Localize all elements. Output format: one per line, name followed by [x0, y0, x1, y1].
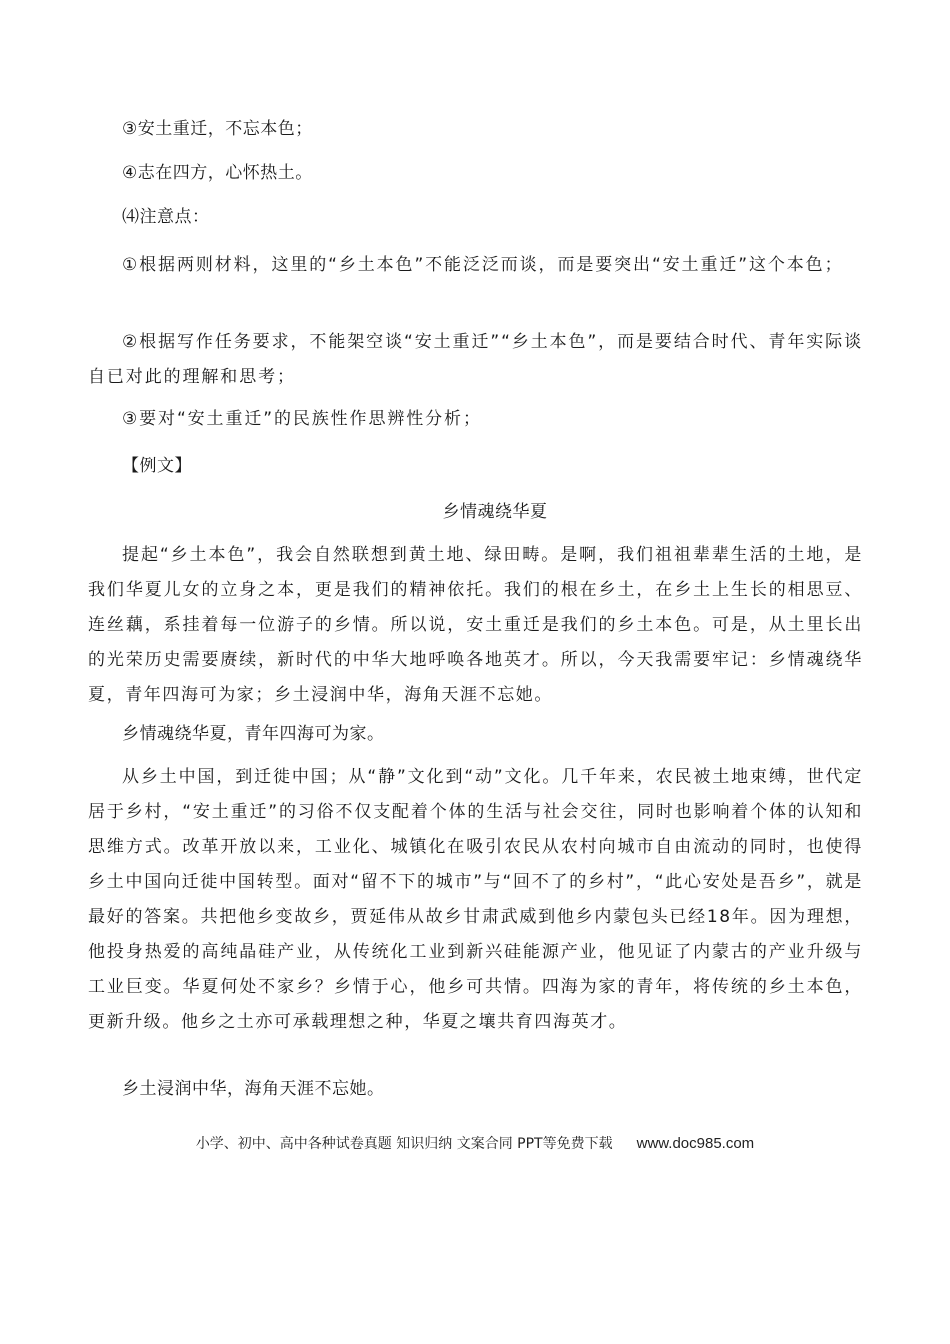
essay-intro-paragraph: 提起“乡土本色”，我会自然联想到黄土地、绿田畴。是啊，我们祖祖辈辈生活的土地，是我们华夏儿女的立身之本，更是我们的精神依托。我们的根在乡土，在乡土上生长的相思豆、连丝藕，系挂着每一位游子的乡情。所以说，安土重迁是我们的乡土本色。可是，从土里长出的光荣历史需要赓续，新时代的中华大地呼唤各地英才。所以，今天我需要牢记：乡情魂绕华夏，青年四海可为家；乡土浸润中华，海角天涯不忘她。: [88, 545, 863, 705]
essay-sub-heading-1: 乡情魂绕华夏，青年四海可为家。: [122, 724, 385, 744]
note-paragraph-2: ②根据写作任务要求，不能架空谈“安土重迁”“乡土本色”，而是要结合时代、青年实际谈自已对此的理解和思考；: [88, 332, 863, 387]
example-heading: 【例文】: [122, 456, 192, 476]
list-item-3: ③安土重迁，不忘本色；: [122, 119, 313, 139]
essay-title: 乡情魂绕华夏: [442, 502, 548, 522]
page-footer: [0, 1134, 950, 1154]
essay-sub-heading-2: 乡土浸润中华，海角天涯不忘她。: [122, 1079, 385, 1099]
essay-body-paragraph: 从乡土中国，到迁徙中国；从“静”文化到“动”文化。几千年来，农民被土地束缚，世代定居于乡村，“安土重迁”的习俗不仅支配着个体的生活与社会交往，同时也影响着个体的认知和思维方式。改革开放以来，工业化、城镇化在吸引农民从农村向城市自由流动的同时，也使得乡土中国向迁徙中国转型。面对“留不下的城市”与“回不了的乡村”，“此心安处是吾乡”，就是最好的答案。共把他乡变故乡，贾延伟从故乡甘肃武威到他乡内蒙包头已经18年。因为理想，他投身热爱的高纯晶硅产业，从传统化工业到新兴硅能源产业，他见证了内蒙古的产业升级与工业巨变。华夏何处不家乡？乡情于心，他乡可共情。四海为家的青年，将传统的乡土本色，更新升级。他乡之土亦可承载理想之种，华夏之壤共育四海英才。: [88, 767, 863, 1032]
footer-text: 小学、初中、高中各种试卷真题 知识归纳 文案合同 PPT等免费下载: [195, 1136, 613, 1152]
note-paragraph-3: ③要对“安土重迁”的民族性作思辨性分析；: [122, 409, 482, 429]
note-paragraph-1: ①根据两则材料，这里的“乡土本色”不能泛泛而谈，而是要突出“安土重迁”这个本色；: [122, 255, 844, 275]
footer-site-link[interactable]: www.doc985.com: [636, 1135, 755, 1152]
list-item-4: ④志在四方，心怀热土。: [122, 163, 313, 183]
notes-heading: ⑷注意点：: [122, 207, 210, 227]
